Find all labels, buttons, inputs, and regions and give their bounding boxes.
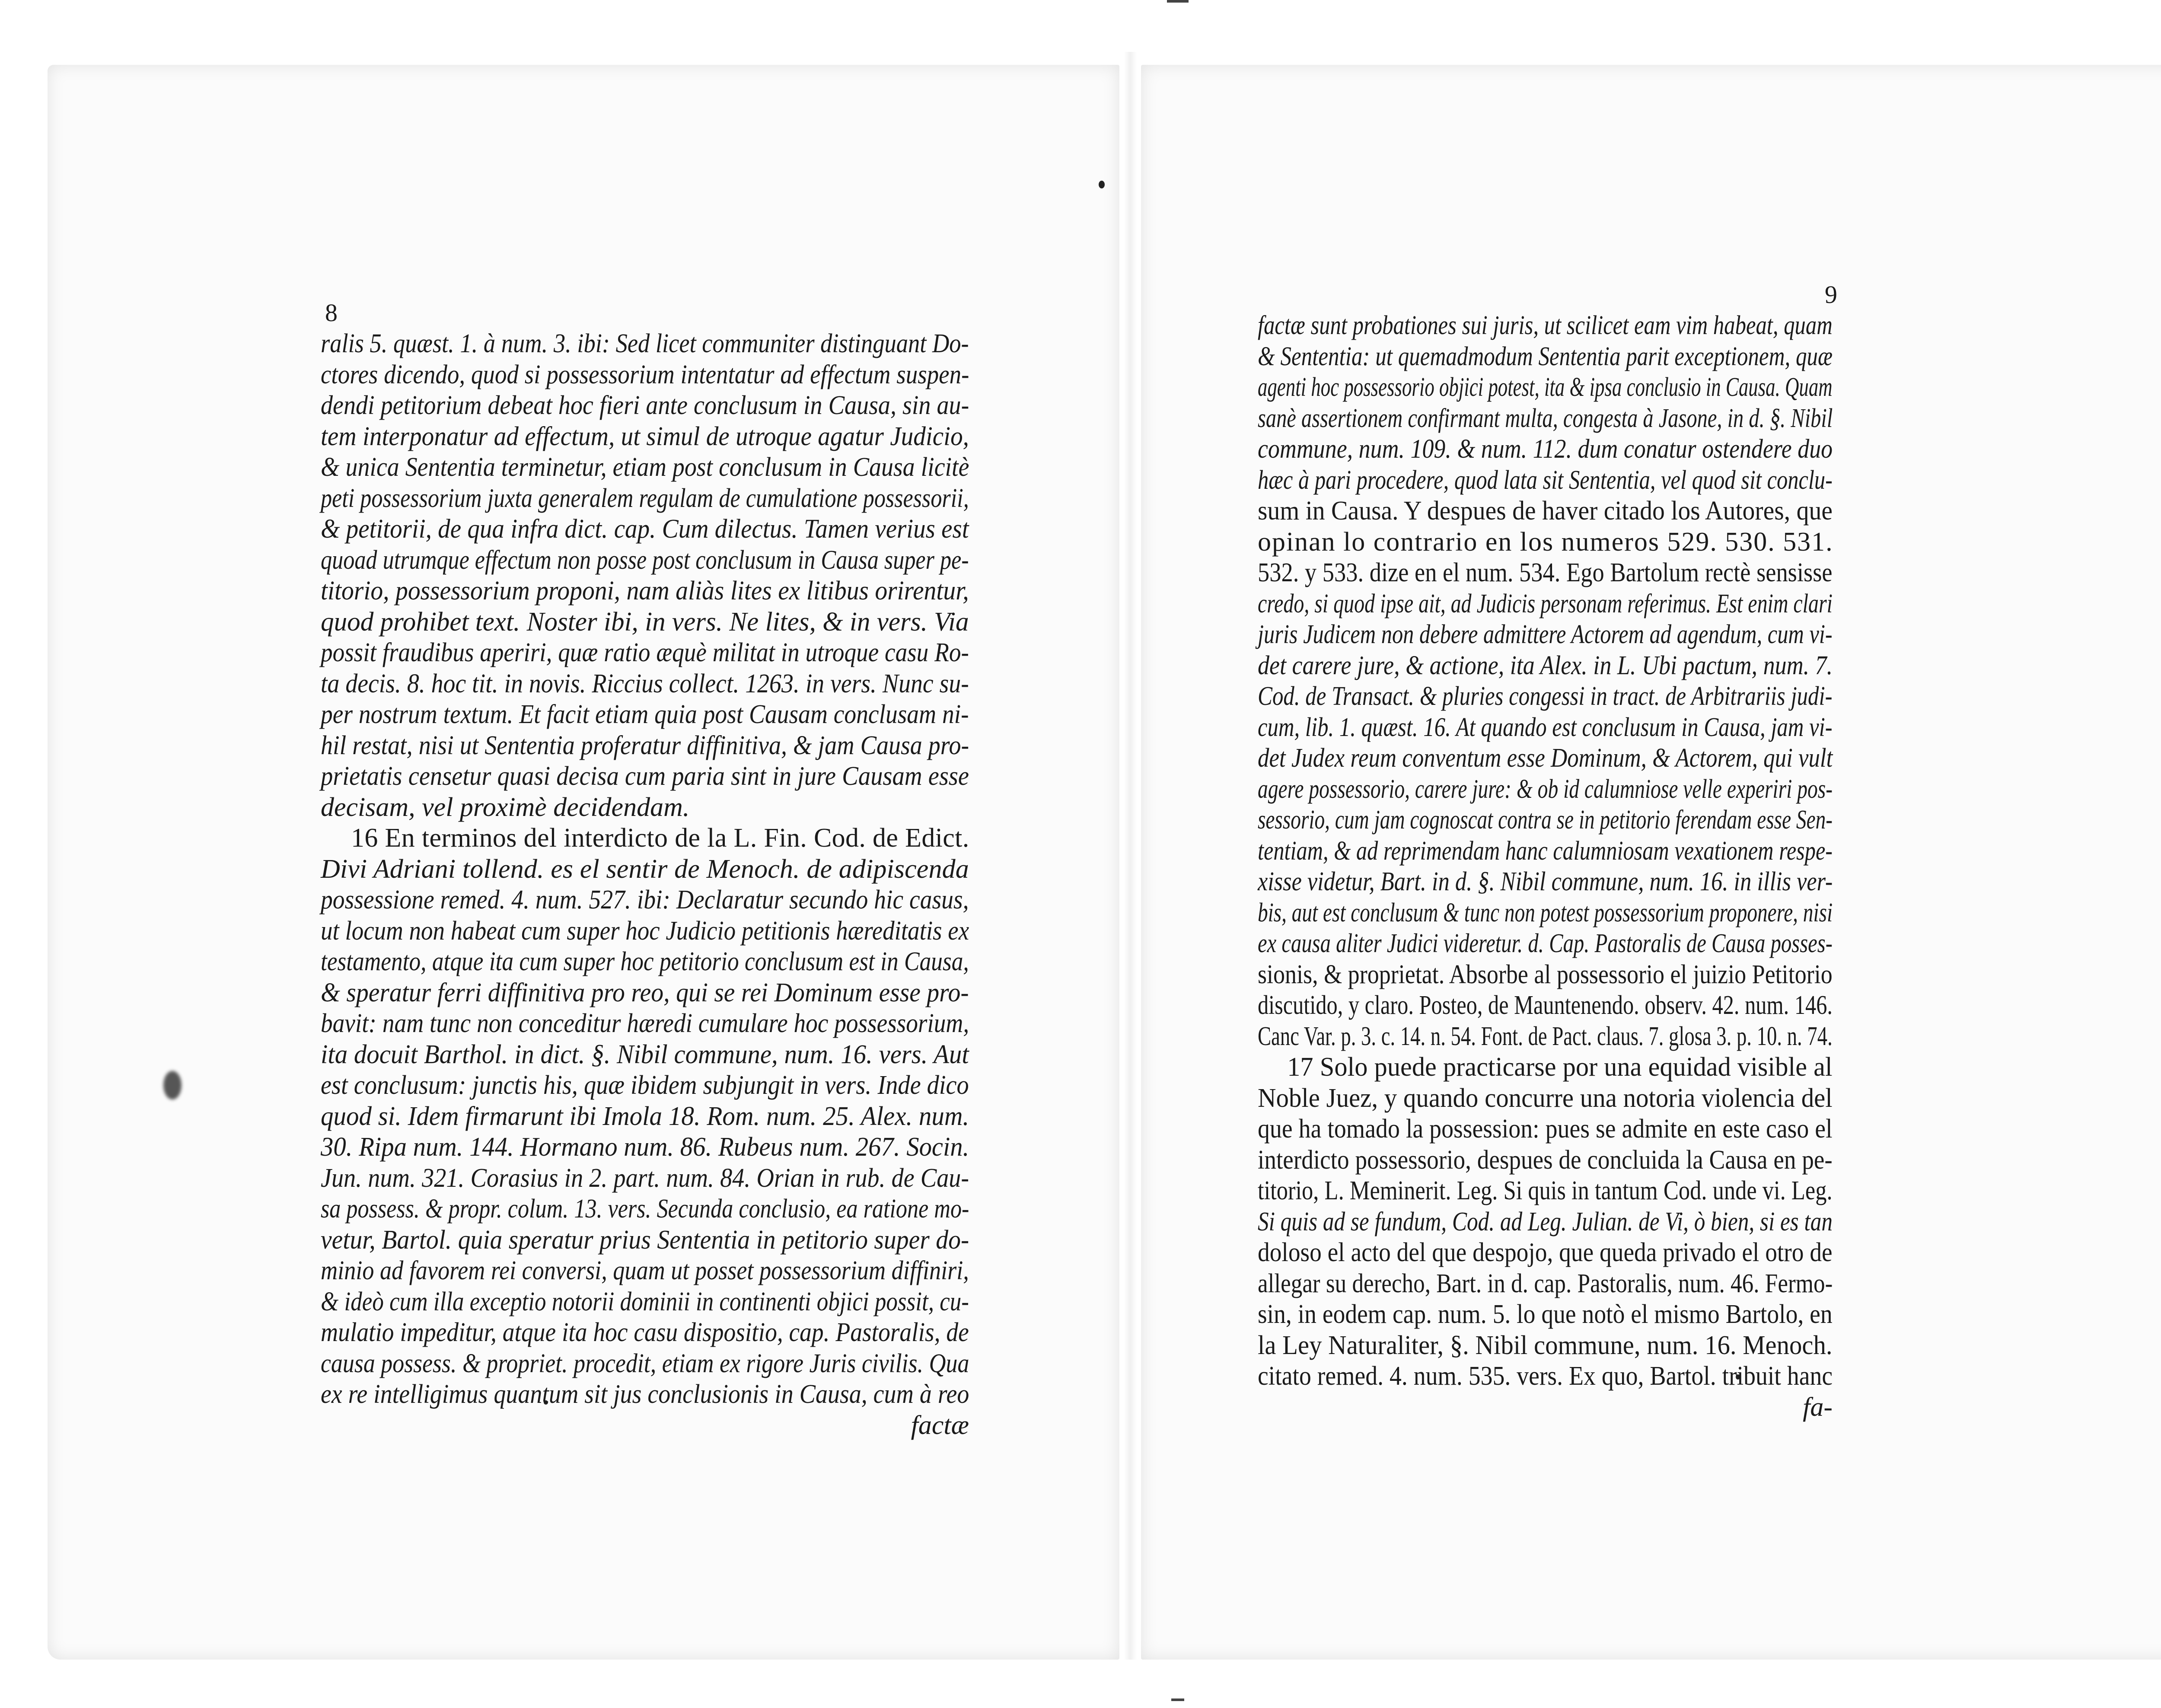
page-number-left: 8 <box>325 299 338 327</box>
text-line: la Ley Naturaliter, §. Nibil commune, num. 16. Menoch. <box>1258 1330 1833 1360</box>
text-line: possit fraudibus aperiri, quæ ratio æquè militat in utroque casu Ro- <box>321 638 969 667</box>
text-line: & Sententia: ut quemadmodum Sententia parit exceptionem, quæ <box>1258 341 1833 371</box>
text-line: ut locum non habeat cum super hoc Judicio petitionis hæreditatis ex <box>321 916 969 946</box>
right-page-text <box>1258 310 1833 1423</box>
text-line: tem interponatur ad effectum, ut simul de utroque agatur Judicio, <box>321 421 969 451</box>
text-line: per nostrum textum. Et facit etiam quia post Causam conclusam ni- <box>321 700 969 729</box>
text-line: allegar su derecho, Bart. in d. cap. Pastoralis, num. 46. Fermo- <box>1258 1268 1833 1298</box>
text-line: & petitorii, de qua infra dict. cap. Cum dilectus. Tamen verius est <box>321 514 969 544</box>
text-line: ita docuit Barthol. in dict. §. Nibil commune, num. 16. vers. Aut <box>321 1039 969 1069</box>
text-line: agenti hoc possessorio objici potest, ita & ipsa conclusio in Causa. Quam <box>1258 373 1833 402</box>
text-line: titorio, possessorium proponi, nam aliàs lites ex litibus orirentur, <box>321 576 969 605</box>
text-line: peti possessorium juxta generalem regulam de cumulatione possessorii, <box>321 483 969 513</box>
text-line: sum in Causa. Y despues de haver citado los Autores, que <box>1258 496 1833 526</box>
text-line: sa possess. & propr. colum. 13. vers. Secunda conclusio, ea ratione mo- <box>321 1194 969 1224</box>
text-line: ctores dicendo, quod si possessorium intentatur ad effectum suspen- <box>321 360 969 389</box>
text-line: ralis 5. quæst. 1. à num. 3. ibi: Sed licet communiter distinguant Do- <box>321 329 969 358</box>
text-line: Si quis ad se fundum, Cod. ad Leg. Julian. de Vi, ò bien, si es tan <box>1258 1207 1833 1236</box>
bottom-edge-mark <box>1171 1698 1184 1701</box>
text-line: credo, si quod ipse ait, ad Judicis personam referimus. Est enim clari <box>1258 589 1833 618</box>
gutter-shadow <box>1124 52 1137 1660</box>
text-line: prietatis censetur quasi decisa cum paria sint in jure Causam esse <box>321 762 969 791</box>
text-line: sionis, & proprietat. Absorbe al possessorio el juizio Petitorio <box>1258 959 1833 989</box>
text-line: quod prohibet text. Noster ibi, in vers. Ne lites, & in vers. Via <box>321 607 969 637</box>
text-line: det carere jure, & actione, ita Alex. in L. Ubi pactum, num. 7. <box>1258 650 1833 680</box>
text-line: vetur, Bartol. quia speratur prius Sententia in petitorio super do- <box>321 1225 969 1255</box>
text-line: titorio, L. Meminerit. Leg. Si quis in tantum Cod. unde vi. Leg. <box>1258 1176 1833 1205</box>
text-line: hil restat, nisi ut Sententia proferatur diffinitiva, & jam Causa pro- <box>321 730 969 760</box>
text-line: doloso el acto del que despojo, que queda privado el otro de <box>1258 1238 1833 1267</box>
text-line: dendi petitorium debeat hoc fieri ante conclusum in Causa, sin au- <box>321 391 969 420</box>
text-line: bavit: nam tunc non conceditur hæredi cumulare hoc possessorium, <box>321 1009 969 1038</box>
text-line: det Judex reum conventum esse Dominum, & Actorem, qui vult <box>1258 743 1833 773</box>
text-line: juris Judicem non debere admittere Actorem ad agendum, cum vi- <box>1258 620 1833 649</box>
text-line: ex re intelligimus quantum sit jus conclusionis in Causa, cum à reo <box>321 1380 969 1409</box>
text-line: quoad utrumque effectum non posse post conclusum in Causa super pe- <box>321 545 969 575</box>
text-line: & speratur ferri diffinitiva pro reo, qui se rei Dominum esse pro- <box>321 978 969 1007</box>
text-line: sin, in eodem cap. num. 5. lo que notò el mismo Bartolo, en <box>1258 1300 1833 1329</box>
top-edge-mark <box>1167 0 1189 3</box>
text-line: Cod. de Transact. & pluries congessi in tract. de Arbitrariis judi- <box>1258 682 1833 711</box>
text-line: Jun. num. 321. Corasius in 2. part. num. 84. Orian in rub. de Cau- <box>321 1163 969 1193</box>
left-page-text <box>321 328 969 1441</box>
text-line: possessione remed. 4. num. 527. ibi: Declaratur secundo hic casus, <box>321 885 969 915</box>
text-line: 16 En terminos del interdicto de la L. Fin. Cod. de Edict. <box>351 823 969 853</box>
text-line: ex causa aliter Judici videretur. d. Cap. Pastoralis de Causa posses- <box>1258 929 1833 958</box>
text-line: hæc à pari procedere, quod lata sit Sententia, vel quod sit conclu- <box>1258 465 1833 495</box>
text-line: commune, num. 109. & num. 112. dum conatur ostendere duo <box>1258 434 1833 464</box>
text-line: bis, aut est conclusum & tunc non potest possessorium proponere, nisi <box>1258 898 1833 927</box>
catchword: fa- <box>1803 1392 1833 1422</box>
text-line: quod si. Idem firmarunt ibi Imola 18. Rom. num. 25. Alex. num. <box>321 1101 969 1131</box>
text-line: xisse videtur, Bart. in d. §. Nibil commune, num. 16. in illis ver- <box>1258 867 1833 896</box>
text-line: est conclusum: junctis his, quæ ibidem subjungit in vers. Inde dico <box>321 1071 969 1100</box>
text-line: & unica Sententia terminetur, etiam post conclusum in Causa licitè <box>321 452 969 482</box>
speck-mark <box>1099 181 1105 188</box>
text-line: causa possess. & propriet. procedit, etiam ex rigore Juris civilis. Qua <box>321 1348 969 1378</box>
text-line: opinan lo contrario en los numeros 529. 530. 531. <box>1258 527 1833 557</box>
text-line: sessorio, cum jam cognoscat contra se in petitorio ferendam esse Sen- <box>1258 805 1833 835</box>
text-line: factæ sunt probationes sui juris, ut scilicet eam vim habeat, quam <box>1258 311 1833 340</box>
text-line: que ha tomado la possession: pues se admite en este caso el <box>1258 1114 1833 1144</box>
text-line: testamento, atque ita cum super hoc petitorio conclusum est in Causa, <box>321 947 969 976</box>
text-line: tentiam, & ad reprimendam hanc calumniosam vexationem respe- <box>1258 836 1833 866</box>
text-line: & ideò cum illa exceptio notorii dominii in continenti objici possit, cu- <box>321 1287 969 1316</box>
text-line: citato remed. 4. num. 535. vers. Ex quo, Bartol. tribuit hanc <box>1258 1361 1833 1391</box>
text-line: mulatio impeditur, atque ita hoc casu dispositio, cap. Pastoralis, de <box>321 1318 969 1347</box>
text-line: Noble Juez, y quando concurre una notoria violencia del <box>1258 1083 1833 1113</box>
catchword: factæ <box>911 1410 969 1440</box>
text-line: decisam, vel proximè decidendam. <box>321 792 690 822</box>
text-line: discutido, y claro. Posteo, de Mauntenendo. observ. 42. num. 146. <box>1258 991 1833 1020</box>
text-line: cum, lib. 1. quæst. 16. At quando est conclusum in Causa, jam vi- <box>1258 712 1833 742</box>
text-line: minio ad favorem rei conversi, quam ut posset possessorium diffiniri, <box>321 1256 969 1285</box>
text-line: 532. y 533. dize en el num. 534. Ego Bartolum rectè sensisse <box>1258 558 1833 587</box>
text-line: 30. Ripa num. 144. Hormano num. 86. Rubeus num. 267. Socin. <box>321 1132 969 1162</box>
text-line: interdicto possessorio, despues de concluida la Causa en pe- <box>1258 1145 1833 1175</box>
text-line: agere possessorio, carere jure: & ob id calumniose velle experiri pos- <box>1258 774 1833 804</box>
text-line: Divi Adriani tollend. es el sentir de Menoch. de adipiscenda <box>321 854 969 884</box>
text-line: 17 Solo puede practicarse por una equidad visible al <box>1287 1052 1833 1082</box>
page-number-right: 9 <box>1825 280 1837 309</box>
text-line: sanè assertionem confirmant multa, congesta à Jasone, in d. §. Nibil <box>1258 403 1833 433</box>
ink-stain <box>163 1071 182 1099</box>
text-line: Canc Var. p. 3. c. 14. n. 54. Font. de Pact. claus. 7. glosa 3. p. 10. n. 74. <box>1258 1021 1833 1051</box>
text-line: ta decis. 8. hoc tit. in novis. Riccius collect. 1263. in vers. Nunc su- <box>321 669 969 698</box>
